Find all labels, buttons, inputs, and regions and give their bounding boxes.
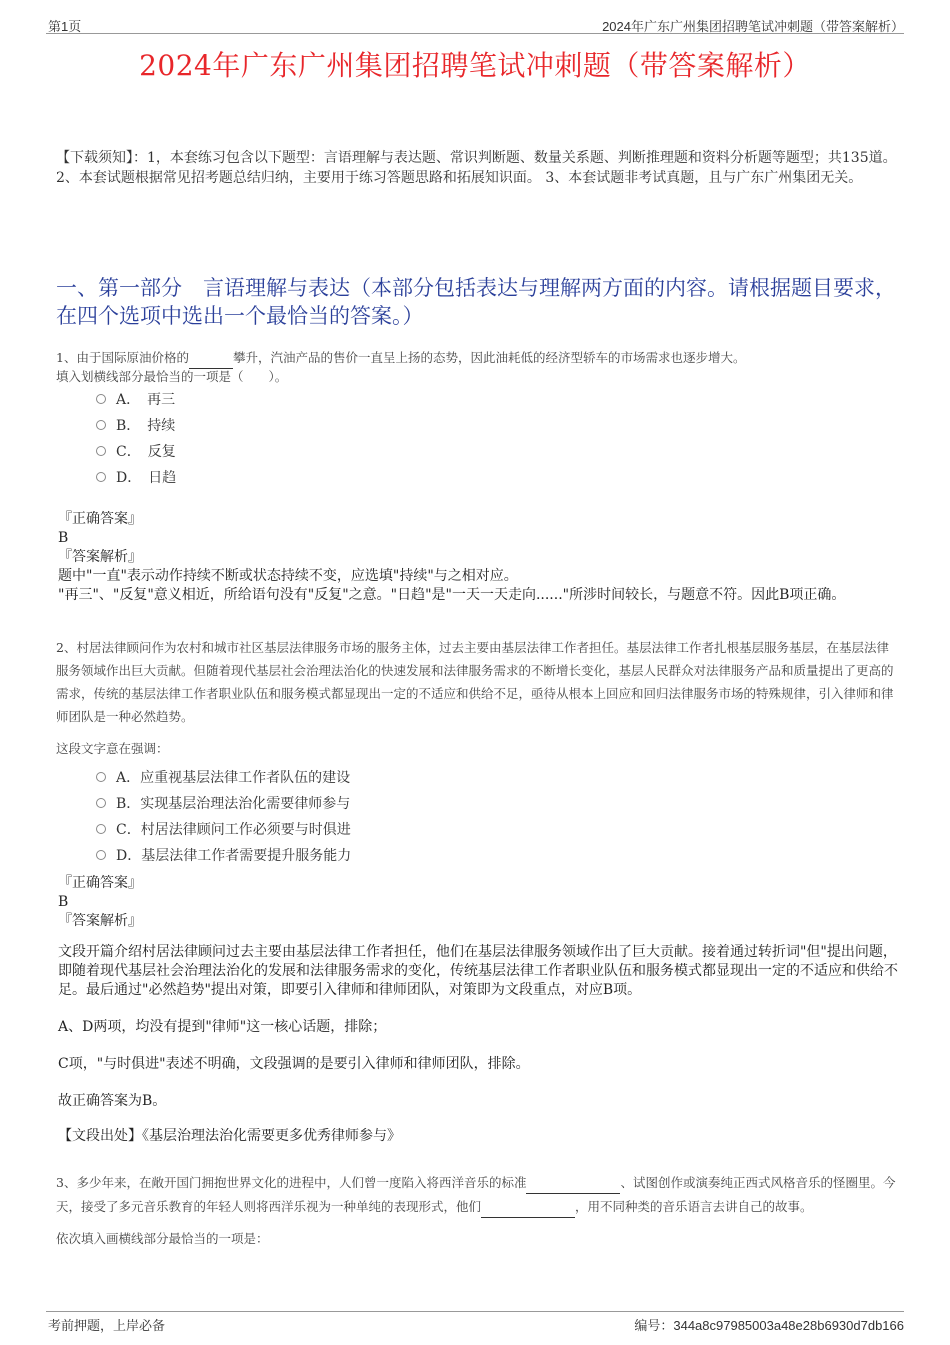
option-c[interactable]: C．村居法律顾问工作必须要与时俱进 — [96, 816, 351, 842]
question-1-options — [96, 386, 176, 490]
download-notice: 【下载须知】：1，本套练习包含以下题型：言语理解与表达题、常识判断题、数量关系题、判断推理题和资料分析题等题型；共135道。 2、本套试题根据常见招考题总结归纳，主要用于练习答题思路和拓展知识面。 3、本套试题非考试真题，且与广东广州集团无关。 — [56, 150, 897, 186]
option-b[interactable]: B． 持续 — [96, 412, 176, 438]
option-b[interactable]: B．实现基层治理法治化需要律师参与 — [96, 790, 351, 816]
question-3-stem: 3、多少年来，在敞开国门拥抱世界文化的进程中，人们曾一度陷入将西洋音乐的标准 、试图创作或演奏纯正西式风格音乐的怪圈里。今天，接受了多元音乐教育的年轻人则将西洋乐视为一种单纯的表现形式，他们 ，用不同种类的音乐语言去讲自己的故事。 — [56, 1170, 898, 1218]
question-1-prompt: 填入划横线部分最恰当的一项是（ ）。 — [56, 369, 288, 384]
question-1-stem: 1、由于国际原油价格的 攀升，汽油产品的售价一直呈上扬的态势，因此油耗低的经济型轿车的市场需求也逐步增大。 — [56, 345, 898, 369]
radio-icon[interactable] — [96, 798, 106, 808]
header-doc-title: 2024年广东广州集团招聘笔试冲刺题（带答案解析） — [602, 19, 904, 34]
radio-icon[interactable] — [96, 394, 106, 404]
analysis-label: 『答案解析』 — [58, 913, 142, 929]
option-a[interactable]: A．应重视基层法律工作者队伍的建设 — [96, 764, 351, 790]
radio-icon[interactable] — [96, 772, 106, 782]
answer-value: B — [58, 530, 69, 546]
option-c[interactable]: C． 反复 — [96, 438, 176, 464]
question-2-stem: 2、村居法律顾问作为农村和城市社区基层法律服务市场的服务主体，过去主要由基层法律工作者担任。基层法律工作者扎根基层服务基层，在基层法律服务领域作出巨大贡献。但随着现代基层社会治理法治化的快速发展和法律服务需求的不断增长变化，基层人民群众对法律服务产品和质量提出了更高的需求，传统的基层法律工作者职业队伍和服务模式都显现出一定的不适应和供给不足，亟待从根本上回应和回归法律服务市场的特殊规律，引入律师和律师团队是一种必然趋势。 — [56, 640, 894, 724]
question-2-prompt: 这段文字意在强调： — [56, 741, 169, 756]
radio-icon[interactable] — [96, 824, 106, 834]
page-number: 第1页 — [48, 19, 82, 34]
blank-line — [481, 1194, 575, 1218]
radio-icon[interactable] — [96, 850, 106, 860]
blank-line — [526, 1170, 620, 1194]
analysis-text: 文段开篇介绍村居法律顾问过去主要由基层法律工作者担任，他们在基层法律服务领域作出了巨大贡献。接着通过转折词"但"提出问题，即随着现代基层社会治理法治化的发展和法律服务需求的变化，传统基层法律工作者职业队伍和服务模式都显现出一定的不适应和供给不足。最后通过"必然趋势"提出对策，即要引入律师和律师团队，对策即为文段重点，对应B项。 — [58, 944, 898, 998]
question-3-prompt: 依次填入画横线部分最恰当的一项是： — [56, 1231, 269, 1246]
question-1 — [56, 345, 898, 388]
analysis-text: "再三"、"反复"意义相近，所给语句没有"反复"之意。"日趋"是"一天一天走向......"所涉时间较长，与题意不符。因此B项正确。 — [58, 587, 846, 603]
header-divider — [46, 33, 904, 34]
answer-label: 『正确答案』 — [58, 511, 142, 527]
radio-icon[interactable] — [96, 420, 106, 430]
answer-value: B — [58, 894, 69, 910]
radio-icon[interactable] — [96, 472, 106, 482]
option-a[interactable]: A． 再三 — [96, 386, 176, 412]
analysis-text: 题中"一直"表示动作持续不断或状态持续不变，应选填"持续"与之相对应。 — [58, 568, 518, 584]
section-heading: 一、第一部分 言语理解与表达（本部分包括表达与理解两方面的内容。请根据题目要求，在四个选项中选出一个最恰当的答案。） — [56, 276, 896, 328]
question-2-options — [96, 764, 351, 868]
analysis-label: 『答案解析』 — [58, 549, 142, 565]
question-2-answer — [58, 874, 900, 1146]
footer-slogan: 考前押题，上岸必备 — [48, 1319, 166, 1334]
analysis-text: A、D两项，均没有提到"律师"这一核心话题，排除； — [58, 1019, 387, 1035]
footer-doc-id: 编号：344a8c97985003a48e28b6930d7db166 — [634, 1318, 904, 1333]
radio-icon[interactable] — [96, 446, 106, 456]
analysis-text: 故正确答案为B。 — [58, 1093, 167, 1109]
question-2 — [56, 636, 898, 760]
document-title: 2024年广东广州集团招聘笔试冲刺题（带答案解析） — [139, 49, 811, 82]
question-3 — [56, 1170, 898, 1250]
option-d[interactable]: D．基层法律工作者需要提升服务能力 — [96, 842, 351, 868]
analysis-text: C项，"与时俱进"表述不明确，文段强调的是要引入律师和律师团队，排除。 — [58, 1056, 530, 1072]
footer-divider — [46, 1311, 904, 1312]
answer-label: 『正确答案』 — [58, 875, 142, 891]
option-d[interactable]: D． 日趋 — [96, 464, 176, 490]
question-1-answer — [58, 510, 900, 605]
source-text: 【文段出处】《基层治理法治化需要更多优秀律师参与》 — [58, 1128, 401, 1144]
